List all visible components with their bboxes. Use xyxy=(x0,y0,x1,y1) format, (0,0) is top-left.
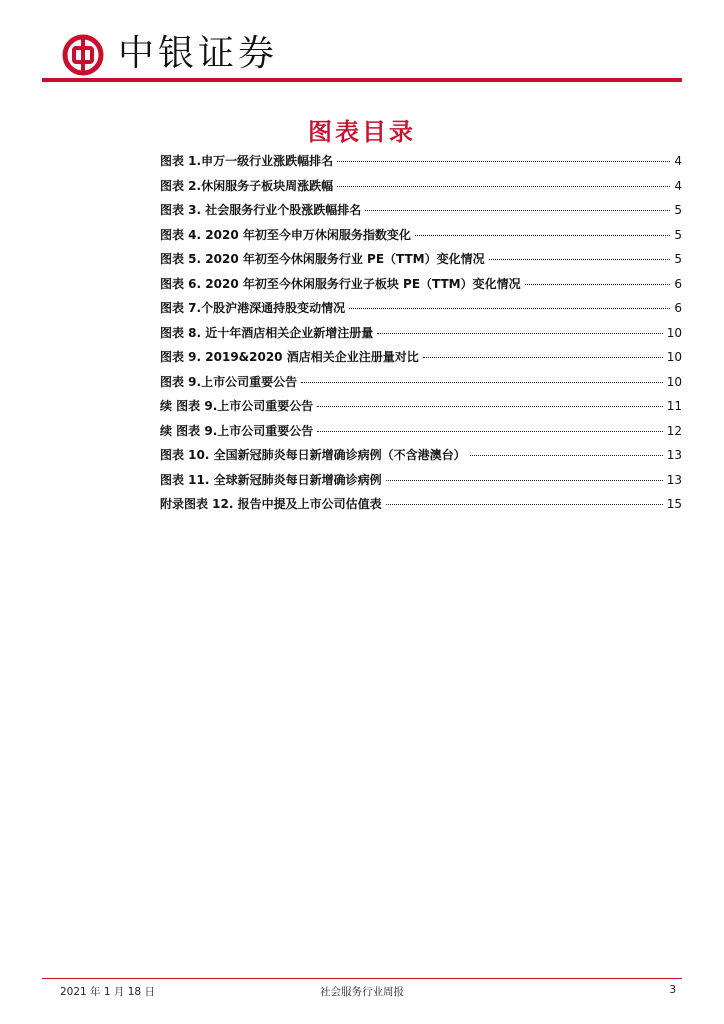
toc-dot-leader xyxy=(415,235,671,236)
toc-item[interactable] xyxy=(160,471,682,496)
toc-item-page: 10 xyxy=(666,325,682,340)
toc-item-label: 图表 9.上市公司重要公告 xyxy=(160,374,298,389)
toc-item[interactable] xyxy=(160,422,682,447)
toc-item[interactable] xyxy=(160,275,682,300)
toc-item-page: 13 xyxy=(666,448,682,462)
toc-item[interactable] xyxy=(160,495,682,520)
toc-item-page: 11 xyxy=(666,399,682,413)
toc-dot-leader xyxy=(489,259,671,260)
toc-title: 图表目录 xyxy=(308,118,416,146)
toc-item-page: 10 xyxy=(666,374,682,389)
toc-item-label: 图表 9. 2019&2020 酒店相关企业注册量对比 xyxy=(160,350,419,364)
bank-of-china-logo-icon xyxy=(62,34,104,76)
toc-item-label: 续 图表 9.上市公司重要公告 xyxy=(160,423,314,438)
toc-dot-leader xyxy=(377,333,662,334)
toc-item[interactable] xyxy=(160,152,682,177)
toc-dot-leader xyxy=(386,480,663,481)
page-footer xyxy=(42,982,682,1000)
toc-item-page: 13 xyxy=(666,472,682,487)
toc-item-page: 15 xyxy=(666,497,682,511)
toc-item-page: 12 xyxy=(666,423,682,438)
toc-item-page: 6 xyxy=(674,301,682,315)
toc-item[interactable] xyxy=(160,299,682,324)
toc-item-label: 续 图表 9.上市公司重要公告 xyxy=(160,399,314,413)
header-divider xyxy=(42,78,682,82)
toc-item-label: 图表 4. 2020 年初至今申万休闲服务指数变化 xyxy=(160,227,411,242)
toc-item[interactable] xyxy=(160,226,682,251)
footer-date: 2021 年 1 月 18 日 xyxy=(60,986,155,998)
toc-item[interactable] xyxy=(160,324,682,349)
footer-divider xyxy=(42,978,682,979)
toc-item[interactable] xyxy=(160,177,682,202)
toc-item-page: 10 xyxy=(666,350,682,364)
toc-item-label: 图表 10. 全国新冠肺炎每日新增确诊病例（不含港澳台） xyxy=(160,448,466,462)
toc-dot-leader xyxy=(386,504,663,505)
toc-item-page: 5 xyxy=(674,227,682,242)
footer-report-title: 社会服务行业周报 xyxy=(320,986,404,998)
toc-item-page: 5 xyxy=(674,203,682,217)
toc-dot-leader xyxy=(525,284,671,285)
toc-item-label: 图表 2.休闲服务子板块周涨跌幅 xyxy=(160,178,334,193)
toc-list xyxy=(160,152,682,520)
toc-dot-leader xyxy=(470,455,663,456)
toc-item[interactable] xyxy=(160,250,682,275)
toc-item-label: 图表 7.个股沪港深通持股变动情况 xyxy=(160,301,346,315)
toc-item-page: 4 xyxy=(674,154,682,168)
toc-item[interactable] xyxy=(160,446,682,471)
toc-item[interactable] xyxy=(160,348,682,373)
toc-dot-leader xyxy=(337,186,670,187)
toc-item-label: 图表 6. 2020 年初至今休闲服务行业子板块 PE（TTM）变化情况 xyxy=(160,276,521,291)
toc-item[interactable] xyxy=(160,373,682,398)
toc-item-label: 图表 8. 近十年酒店相关企业新增注册量 xyxy=(160,325,374,340)
page-header xyxy=(42,22,682,86)
toc-item-label: 图表 5. 2020 年初至今休闲服务行业 PE（TTM）变化情况 xyxy=(160,252,485,266)
toc-item-page: 4 xyxy=(674,178,682,193)
toc-item-label: 附录图表 12. 报告中提及上市公司估值表 xyxy=(160,497,382,511)
toc-item[interactable] xyxy=(160,397,682,422)
toc-dot-leader xyxy=(349,308,670,309)
brand-name: 中银证券 xyxy=(118,33,279,74)
toc-item-page: 6 xyxy=(674,276,682,291)
toc-item-label: 图表 3. 社会服务行业个股涨跌幅排名 xyxy=(160,203,362,217)
toc-item-label: 图表 1.申万一级行业涨跌幅排名 xyxy=(160,154,334,168)
toc-dot-leader xyxy=(365,210,670,211)
toc-item-label: 图表 11. 全球新冠肺炎每日新增确诊病例 xyxy=(160,472,382,487)
toc-dot-leader xyxy=(337,161,670,162)
toc-item-page: 5 xyxy=(674,252,682,266)
toc-dot-leader xyxy=(301,382,663,383)
toc-dot-leader xyxy=(317,406,662,407)
toc-dot-leader xyxy=(317,431,662,432)
toc-item[interactable] xyxy=(160,201,682,226)
toc-dot-leader xyxy=(423,357,663,358)
footer-page-number: 3 xyxy=(669,984,676,996)
